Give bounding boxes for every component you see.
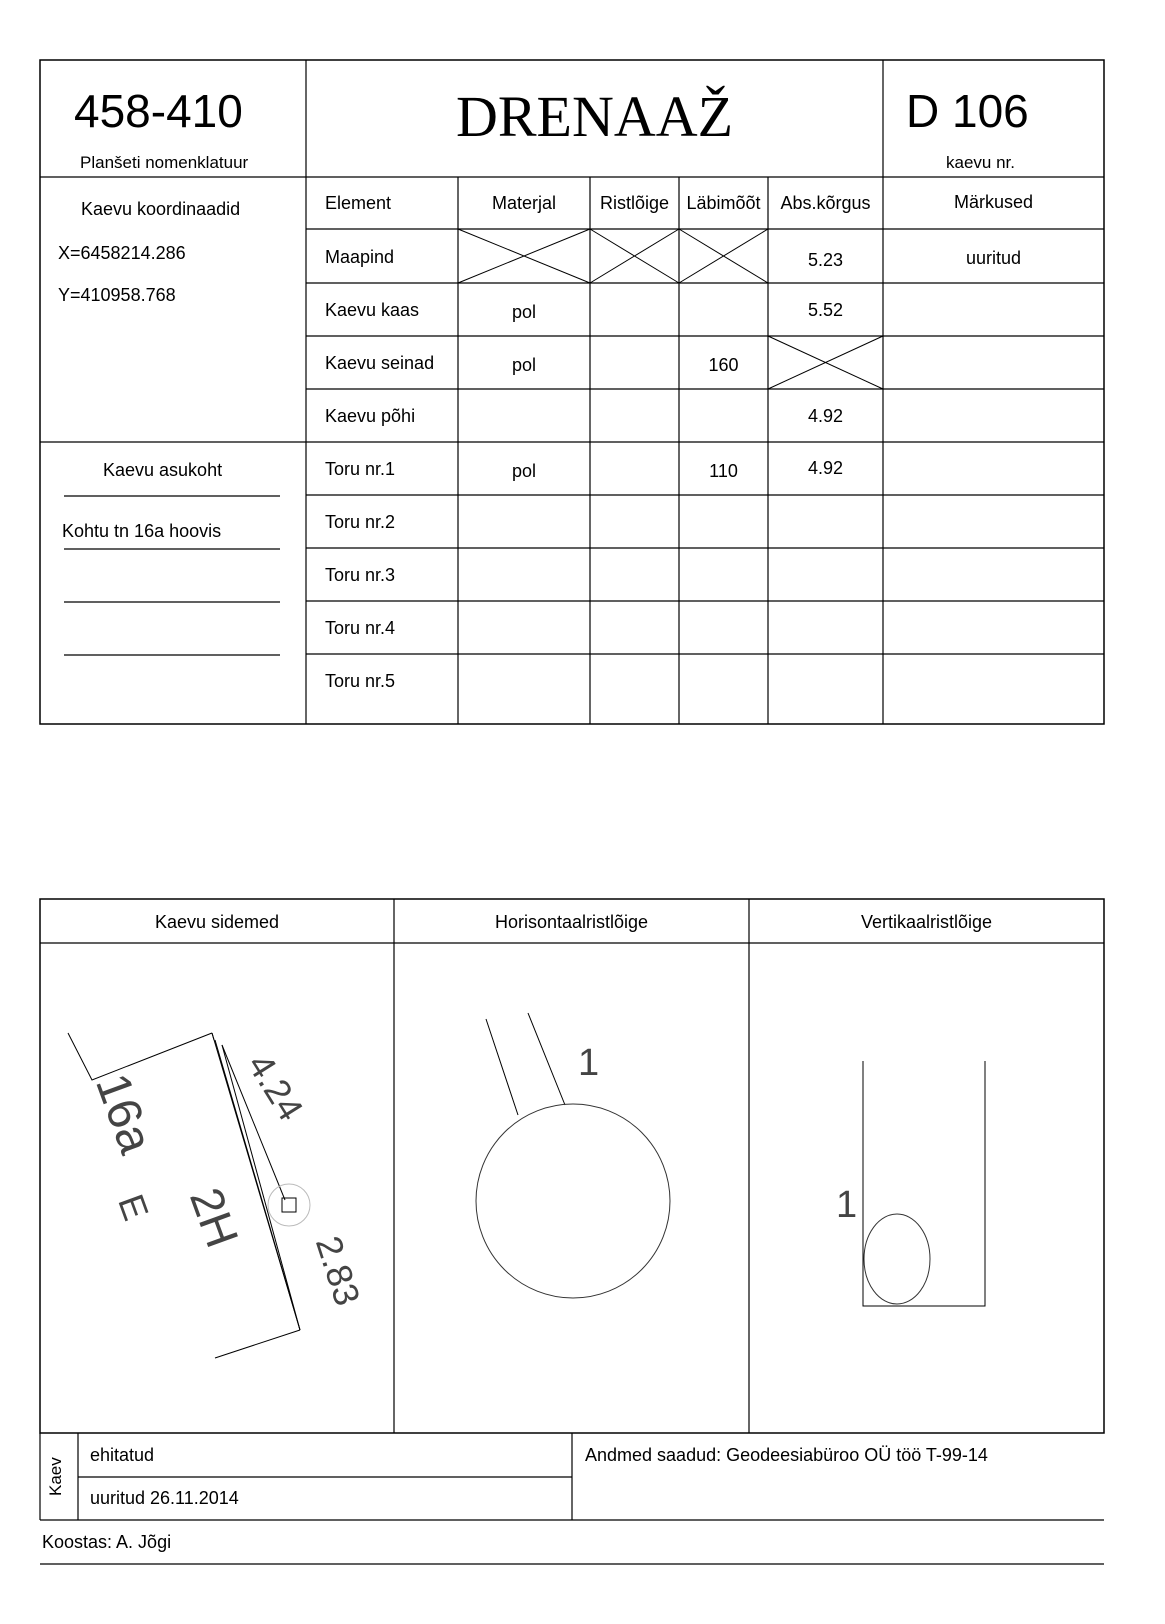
- sidemed-title: Kaevu sidemed: [154, 912, 280, 932]
- column-header: Ristlõige: [599, 193, 670, 213]
- document-title: DRENAAŽ: [455, 84, 734, 149]
- column-header: Element: [325, 193, 392, 213]
- cell-element: Kaevu põhi: [325, 406, 416, 426]
- coordinate-y: Y=410958.768: [58, 285, 176, 305]
- horizontal-pipe-label: 1: [578, 1042, 600, 1084]
- cell-element: Toru nr.3: [325, 565, 396, 585]
- cell-element: Toru nr.5: [325, 671, 396, 691]
- cell-abs-korgus: 4.92: [807, 406, 844, 426]
- cell-markused: uuritud: [965, 248, 1022, 268]
- coordinate-x: X=6458214.286: [58, 243, 186, 263]
- cell-element: Kaevu seinad: [325, 353, 435, 373]
- side-label: Kaev: [46, 1457, 65, 1496]
- sketch-building-number: 16a: [85, 1066, 163, 1161]
- sketch-distance-1: 4.24: [239, 1046, 312, 1128]
- cell-element: Toru nr.1: [325, 459, 396, 479]
- horisontaal-title: Horisontaalristlõige: [494, 912, 649, 932]
- cell-element: Kaevu kaas: [325, 300, 420, 320]
- sketch-floors: 2H: [179, 1180, 249, 1255]
- cell-abs-korgus: 5.23: [807, 250, 844, 270]
- vertical-pipe-label: 1: [836, 1184, 858, 1226]
- cell-labimoot: 110: [709, 461, 738, 481]
- plan-number: 458-410: [74, 85, 243, 137]
- vertikaal-title: Vertikaalristlõige: [860, 912, 993, 932]
- built-field: ehitatud: [90, 1445, 155, 1465]
- cell-materjal: pol: [511, 302, 537, 322]
- cell-element: Maapind: [325, 247, 395, 267]
- coordinates-heading: Kaevu koordinaadid: [81, 199, 241, 219]
- sketch-building-type: E: [110, 1188, 158, 1226]
- cell-materjal: pol: [511, 461, 537, 481]
- surveyed-field: uuritud 26.11.2014: [90, 1488, 239, 1508]
- column-header: Abs.kõrgus: [780, 193, 871, 213]
- cell-abs-korgus: 5.52: [807, 300, 844, 320]
- cell-labimoot: 160: [708, 355, 739, 375]
- well-label: kaevu nr.: [946, 153, 1015, 172]
- cell-element: Toru nr.4: [325, 618, 396, 638]
- column-header: Läbimõõt: [686, 193, 761, 213]
- sketch-distance-2: 2.83: [307, 1231, 369, 1311]
- cell-materjal: pol: [511, 355, 537, 375]
- data-source: Andmed saadud: Geodeesiabüroo OÜ töö T-99-14: [585, 1445, 988, 1465]
- cell-element: Toru nr.2: [325, 512, 396, 532]
- location-line: Kohtu tn 16a hoovis: [62, 521, 222, 541]
- column-header: Materjal: [491, 193, 557, 213]
- author: Koostas: A. Jõgi: [42, 1532, 172, 1552]
- column-header: Märkused: [953, 192, 1034, 212]
- plan-label: Planšeti nomenklatuur: [80, 153, 249, 172]
- cell-abs-korgus: 4.92: [807, 458, 844, 478]
- location-heading: Kaevu asukoht: [103, 460, 223, 480]
- well-number: D 106: [906, 85, 1029, 137]
